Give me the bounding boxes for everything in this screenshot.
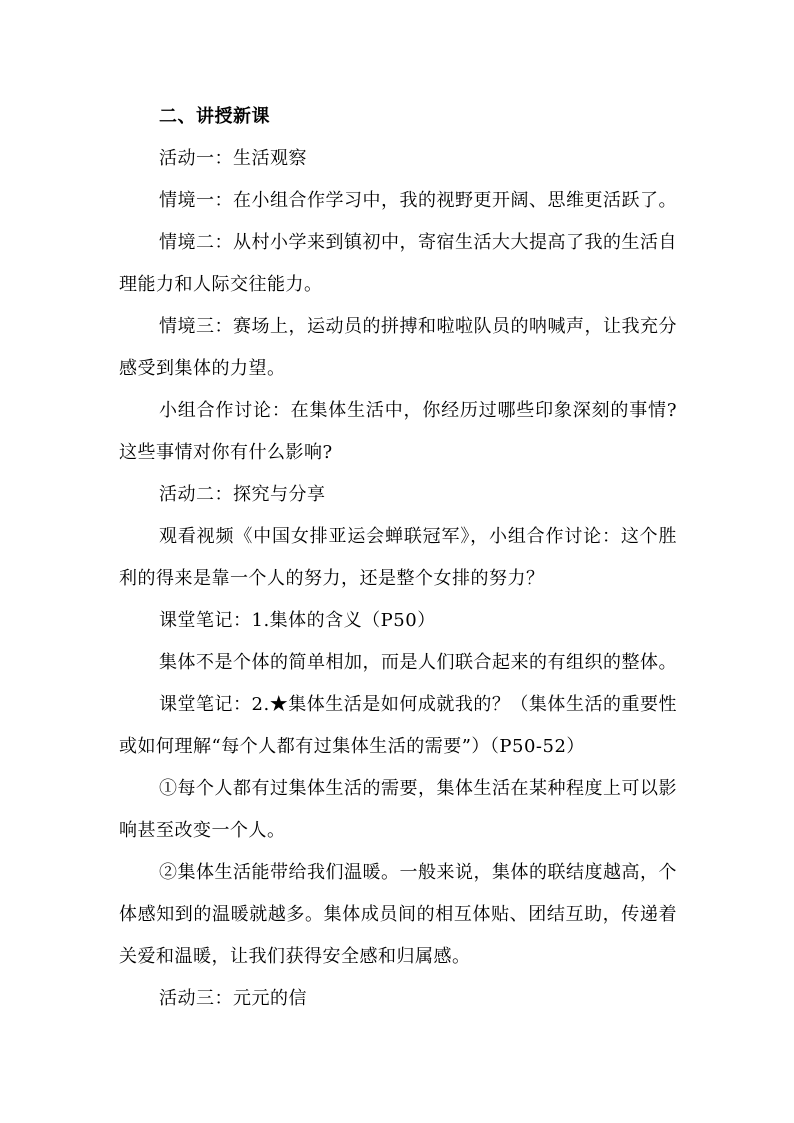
point-one: ①每个人都有过集体生活的需要，集体生活在某种程度上可以影响甚至改变一个人。 bbox=[119, 778, 677, 841]
class-note-two: 课堂笔记：2.★集体生活是如何成就我的？（集体生活的重要性或如何理解“每个人都有过集体生活的需要”）（P50-52） bbox=[119, 694, 677, 757]
scenario-one: 情境一：在小组合作学习中，我的视野更开阔、思维更活跃了。 bbox=[159, 190, 677, 211]
scenario-three: 情境三：赛场上，运动员的拼搏和啦啦队员的呐喊声，让我充分感受到集体的力望。 bbox=[119, 316, 677, 379]
lesson-content bbox=[119, 96, 677, 1020]
point-two: ②集体生活能带给我们温暖。一般来说，集体的联结度越高，个体感知到的温暖就越多。集体成员间的相互体贴、团结互助，传递着关爱和温暖，让我们获得安全感和归属感。 bbox=[119, 862, 677, 967]
scenario-two: 情境二：从村小学来到镇初中，寄宿生活大大提高了我的生活自理能力和人际交往能力。 bbox=[119, 232, 677, 295]
video-discussion: 观看视频《中国女排亚运会蝉联冠军》，小组合作讨论：这个胜利的得来是靠一个人的努力，还是整个女排的努力？ bbox=[119, 526, 677, 589]
activity-two-title: 活动二：探究与分享 bbox=[159, 484, 326, 505]
collective-definition: 集体不是个体的简单相加，而是人们联合起来的有组织的整体。 bbox=[159, 652, 677, 673]
activity-three-title: 活动三：元元的信 bbox=[159, 988, 307, 1009]
activity-one-title: 活动一：生活观察 bbox=[159, 148, 307, 169]
class-note-one: 课堂笔记：1.集体的含义（P50） bbox=[159, 610, 436, 631]
group-discussion: 小组合作讨论：在集体生活中，你经历过哪些印象深刻的事情?这些事情对你有什么影响? bbox=[119, 400, 677, 463]
section-heading: 二、讲授新课 bbox=[159, 106, 270, 127]
